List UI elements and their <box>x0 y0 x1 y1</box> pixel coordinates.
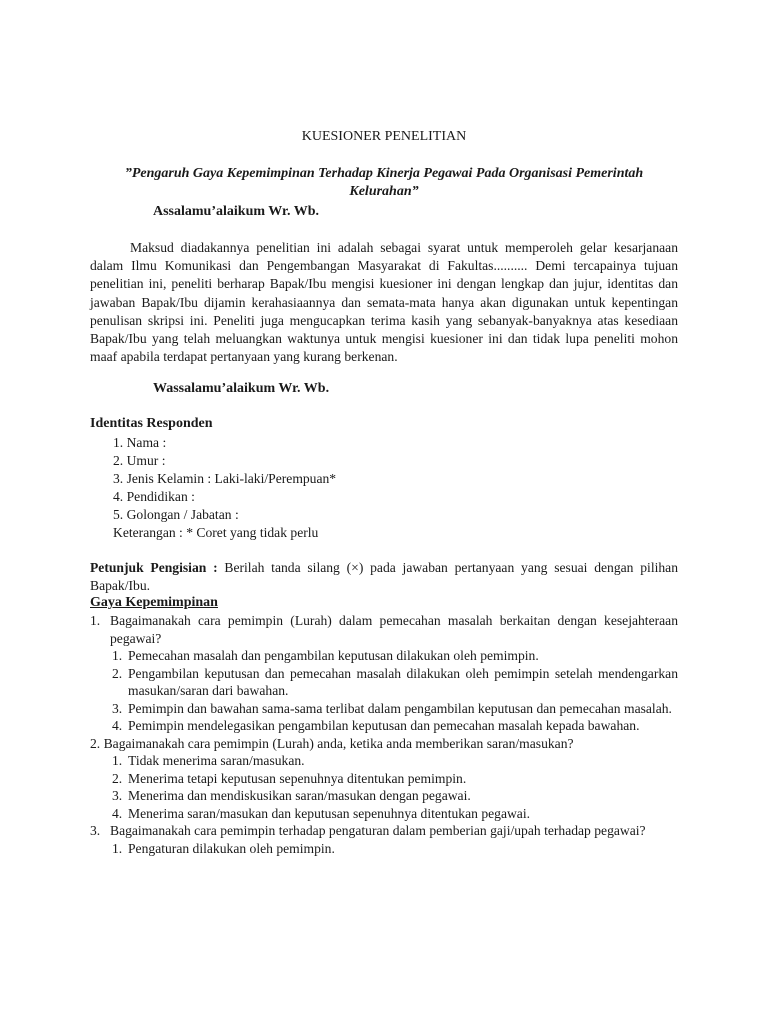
option-text: Pengaturan dilakukan oleh pemimpin. <box>128 840 335 856</box>
answer-option[interactable] <box>112 647 678 665</box>
option-number: 3. <box>112 700 123 716</box>
option-text: Menerima dan mendiskusikan saran/masukan dengan pegawai. <box>128 788 471 803</box>
intro-paragraph: Maksud diadakannya penelitian ini adalah sebagai syarat untuk memperoleh gelar kesarjanaan dalam Ilmu Komunikasi dan Pengembangan Masyarakat di Fakultas.......... Demi tercapainya tujuan penelitian ini, peneliti berharap Bapak/Ibu mengisi kuesioner ini dengan lengkap dan jujur, identitas dan jawaban Bapak/Ibu dijamin kerahasiaannya dan semata-mata hanya akan digunakan untuk kepentingan penulisan skripsi ini. Peneliti juga mengucapkan terima kasih yang sebanyak-banyaknya atas kesediaan Bapak/Ibu yang telah meluangkan waktunya untuk mengisi kuesioner ini dan tidak lupa peneliti mohon maaf apabila terdapat pertanyaan yang kurang berkenan. <box>90 240 678 365</box>
instruction-label: Petunjuk Pengisian : <box>90 560 218 575</box>
option-number: 1. <box>112 840 123 856</box>
option-number: 2. <box>112 770 123 786</box>
question-3-options <box>90 840 678 858</box>
option-text: Pemimpin mendelegasikan pengambilan keputusan dan pemecahan masalah kepada bawahan. <box>128 718 640 733</box>
question-text: Bagaimanakah cara pemimpin terhadap pengaturan dalam pemberian gaji/upah terhadap pegawai? <box>110 823 646 838</box>
answer-option[interactable] <box>112 770 678 788</box>
identity-item: 2. Umur : <box>113 453 166 468</box>
greeting: Assalamu’alaikum Wr. Wb. <box>153 204 319 219</box>
identity-note: Keterangan : * Coret yang tidak perlu <box>113 525 319 540</box>
option-number: 1. <box>112 648 123 663</box>
question-1-options <box>90 647 678 735</box>
identity-item: 3. Jenis Kelamin : Laki-laki/Perempuan* <box>113 471 337 486</box>
document-title: KUESIONER PENELITIAN <box>301 129 467 144</box>
instruction-paragraph <box>90 559 678 595</box>
identity-item: 4. Pendidikan : <box>113 489 195 504</box>
research-subtitle: ”Pengaruh Gaya Kepemimpinan Terhadap Kinerja Pegawai Pada Organisasi Pemerintah Kelurahan” <box>124 166 644 199</box>
question-list <box>90 612 678 857</box>
option-number: 4. <box>112 805 123 821</box>
option-number: 4. <box>112 718 123 733</box>
identity-item: 5. Golongan / Jabatan : <box>113 507 239 522</box>
option-text: Tidak menerima saran/masukan. <box>128 753 305 768</box>
answer-option[interactable] <box>112 717 678 735</box>
option-text: Pemimpin dan bawahan sama-sama terlibat dalam pengambilan keputusan dan pemecahan masalah. <box>128 700 672 716</box>
identity-heading: Identitas Responden <box>90 416 213 431</box>
section-heading: Gaya Kepemimpinan <box>90 595 218 610</box>
option-number: 2. <box>112 665 123 681</box>
identity-list <box>113 434 336 542</box>
answer-option[interactable] <box>112 787 678 805</box>
question-2 <box>90 735 678 753</box>
answer-option[interactable] <box>112 700 678 718</box>
question-number: 3. <box>90 823 101 838</box>
option-number: 1. <box>112 753 123 768</box>
closing-greeting: Wassalamu’alaikum Wr. Wb. <box>153 381 330 396</box>
question-text: Bagaimanakah cara pemimpin (Lurah) anda, ketika anda memberikan saran/masukan? <box>103 735 574 751</box>
question-1 <box>90 612 678 647</box>
answer-option[interactable] <box>112 752 678 770</box>
answer-option[interactable] <box>112 665 678 700</box>
option-text: Menerima saran/masukan dan keputusan sepenuhnya ditentukan pegawai. <box>128 805 531 821</box>
answer-option[interactable] <box>112 805 678 823</box>
identity-item: 1. Nama : <box>113 435 167 450</box>
question-number: 2. <box>90 735 101 751</box>
instruction-text: Berilah tanda silang (×) pada jawaban pertanyaan yang sesuai dengan pilihan Bapak/Ibu. <box>90 560 678 594</box>
question-2-options <box>90 752 678 822</box>
answer-option[interactable] <box>112 840 678 858</box>
option-text: Pemecahan masalah dan pengambilan keputusan dilakukan oleh pemimpin. <box>128 648 539 663</box>
option-text: Menerima tetapi keputusan sepenuhnya ditentukan pemimpin. <box>128 770 467 786</box>
question-number: 1. <box>90 613 101 628</box>
question-3 <box>90 822 678 840</box>
option-number: 3. <box>112 788 123 803</box>
question-text: Bagaimanakah cara pemimpin (Lurah) dalam pemecahan masalah berkaitan dengan kesejahteraan pegawai? <box>110 613 678 646</box>
option-text: Pengambilan keputusan dan pemecahan masalah dilakukan oleh pemimpin setelah mendengarkan masukan/saran dari bawahan. <box>128 665 678 698</box>
